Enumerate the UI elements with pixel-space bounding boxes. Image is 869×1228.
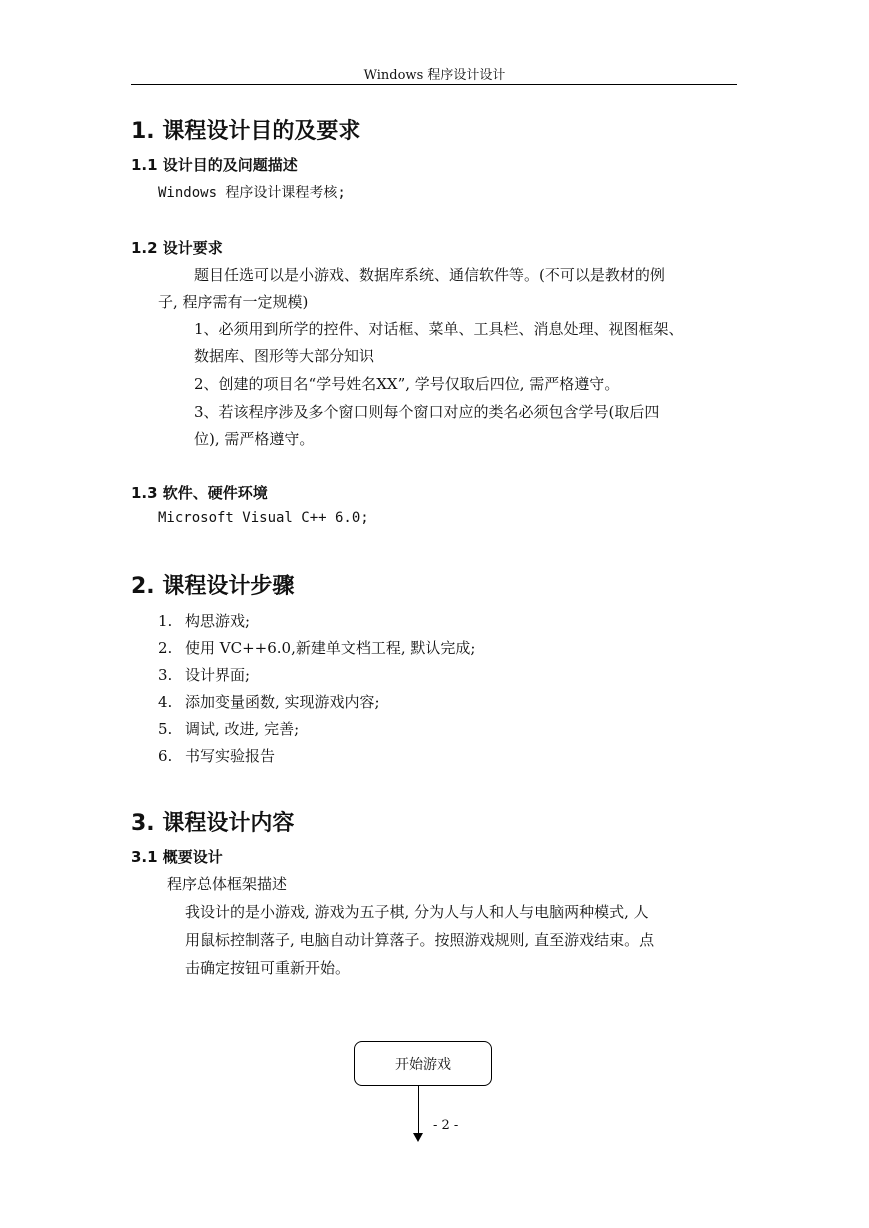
overview-line1: 我设计的是小游戏, 游戏为五子棋, 分为人与人和人与电脑两种模式, 人 bbox=[185, 903, 649, 921]
section-1-title: 1. 课程设计目的及要求 bbox=[131, 119, 361, 144]
list-item bbox=[158, 662, 718, 689]
list-item bbox=[158, 689, 718, 716]
requirement-2: 2、创建的项目名“学号姓名XX”, 学号仅取后四位, 需严格遵守。 bbox=[194, 375, 620, 393]
requirement-3-line2: 位), 需严格遵守。 bbox=[194, 430, 315, 448]
list-item bbox=[158, 716, 718, 743]
list-item bbox=[158, 743, 718, 770]
overview-line3: 击确定按钮可重新开始。 bbox=[185, 959, 351, 977]
section-3-title: 3. 课程设计内容 bbox=[131, 811, 295, 836]
section-3-1-subtitle: 程序总体框架描述 bbox=[167, 875, 288, 893]
header-rule bbox=[131, 84, 737, 85]
requirements-intro-line1: 题目任选可以是小游戏、数据库系统、通信软件等。(不可以是教材的例 bbox=[194, 266, 665, 284]
section-1-1-title: 1.1 设计目的及问题描述 bbox=[131, 156, 298, 174]
steps-list bbox=[158, 608, 718, 770]
requirement-1-line1: 1、必须用到所学的控件、对话框、菜单、工具栏、消息处理、视图框架、 bbox=[194, 320, 684, 338]
flowchart-start-label: 开始游戏 bbox=[395, 1056, 451, 1073]
page-header: Windows 程序设计设计 bbox=[363, 68, 506, 83]
step-text: 调试, 改进, 完善; bbox=[185, 720, 300, 738]
step-text: 添加变量函数, 实现游戏内容; bbox=[185, 693, 380, 711]
section-1-2-title: 1.2 设计要求 bbox=[131, 239, 223, 257]
step-number: 1. bbox=[158, 612, 173, 630]
list-item bbox=[158, 608, 718, 635]
step-number: 6. bbox=[158, 747, 173, 765]
step-number: 3. bbox=[158, 666, 173, 684]
section-1-3-title: 1.3 软件、硬件环境 bbox=[131, 484, 268, 502]
list-item bbox=[158, 635, 718, 662]
arrow-down-icon bbox=[413, 1133, 423, 1142]
section-1-3-text: Microsoft Visual C++ 6.0; bbox=[158, 510, 369, 526]
requirement-1-line2: 数据库、图形等大部分知识 bbox=[194, 347, 375, 365]
step-text: 设计界面; bbox=[185, 666, 251, 684]
overview-line2: 用鼠标控制落子, 电脑自动计算落子。按照游戏规则, 直至游戏结束。点 bbox=[185, 931, 655, 949]
requirements-intro-line2: 子, 程序需有一定规模) bbox=[158, 293, 309, 311]
page-number: - 2 - bbox=[433, 1118, 459, 1133]
step-text: 使用 VC++6.0,新建单文档工程, 默认完成; bbox=[185, 639, 476, 657]
flowchart-connector bbox=[418, 1086, 419, 1134]
step-number: 4. bbox=[158, 693, 173, 711]
step-number: 5. bbox=[158, 720, 173, 738]
step-number: 2. bbox=[158, 639, 173, 657]
section-3-1-title: 3.1 概要设计 bbox=[131, 848, 223, 866]
step-text: 构思游戏; bbox=[185, 612, 251, 630]
step-text: 书写实验报告 bbox=[185, 747, 276, 765]
requirement-3-line1: 3、若该程序涉及多个窗口则每个窗口对应的类名必须包含学号(取后四 bbox=[194, 403, 660, 421]
section-1-1-text: Windows 程序设计课程考核; bbox=[158, 185, 346, 201]
flowchart-start-node bbox=[354, 1041, 492, 1086]
section-2-title: 2. 课程设计步骤 bbox=[131, 574, 295, 599]
